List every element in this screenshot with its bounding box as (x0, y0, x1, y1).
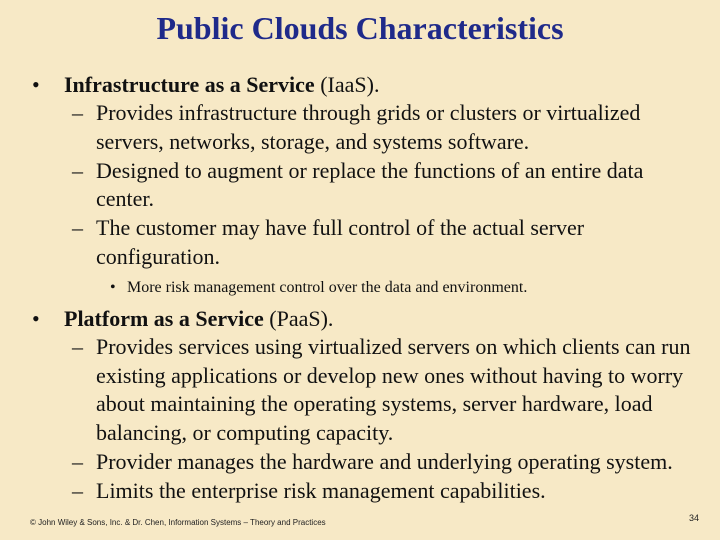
iaas-heading: Infrastructure as a Service (64, 72, 315, 97)
slide-content (32, 68, 702, 506)
iaas-abbr: (IaaS). (314, 72, 380, 97)
iaas-point-text: Provides infrastructure through grids or clusters or virtualized servers, networks, storage, and systems software. (96, 100, 641, 154)
dash-marker: – (72, 100, 83, 125)
paas-point-1 (32, 333, 702, 448)
paas-point-text: Provider manages the hardware and underlying operating system. (96, 448, 673, 474)
paas-abbr: (PaaS). (263, 305, 334, 331)
sub-bullet-marker: • (110, 278, 116, 296)
iaas-point-text: The customer may have full control of the actual server configuration. (96, 215, 585, 269)
paas-point-3 (32, 477, 702, 506)
bullet-iaas (32, 70, 702, 99)
page-number: 34 (689, 513, 700, 523)
slide-title: Public Clouds Characteristics (156, 10, 564, 46)
dash-marker: – (72, 215, 83, 241)
iaas-subpoint-text: More risk management control over the data and environment. (127, 278, 528, 296)
paas-heading: Platform as a Service (64, 305, 264, 331)
bullet-marker: • (32, 72, 40, 97)
bullet-paas (32, 304, 702, 333)
dash-marker: – (72, 333, 83, 359)
iaas-point-3 (32, 214, 702, 272)
iaas-point-2 (32, 157, 702, 215)
dash-marker: – (72, 157, 83, 183)
paas-point-2 (32, 448, 702, 477)
dash-marker: – (72, 477, 83, 503)
bullet-marker: • (32, 305, 40, 331)
paas-point-text: Provides services using virtualized servers on which clients can run existing applications or develop new ones without having to worry about maintaining the operating systems, server hardware, load balancing, or computing capacity. (96, 333, 691, 446)
footer-copyright: © John Wiley & Sons, Inc. & Dr. Chen, Information Systems – Theory and Practices (30, 518, 326, 527)
dash-marker: – (72, 448, 83, 474)
iaas-point-text: Designed to augment or replace the functions of an entire data center. (96, 157, 644, 212)
iaas-point-1 (32, 99, 702, 157)
iaas-subpoint (32, 276, 702, 300)
paas-point-text: Limits the enterprise risk management capabilities. (96, 477, 546, 503)
